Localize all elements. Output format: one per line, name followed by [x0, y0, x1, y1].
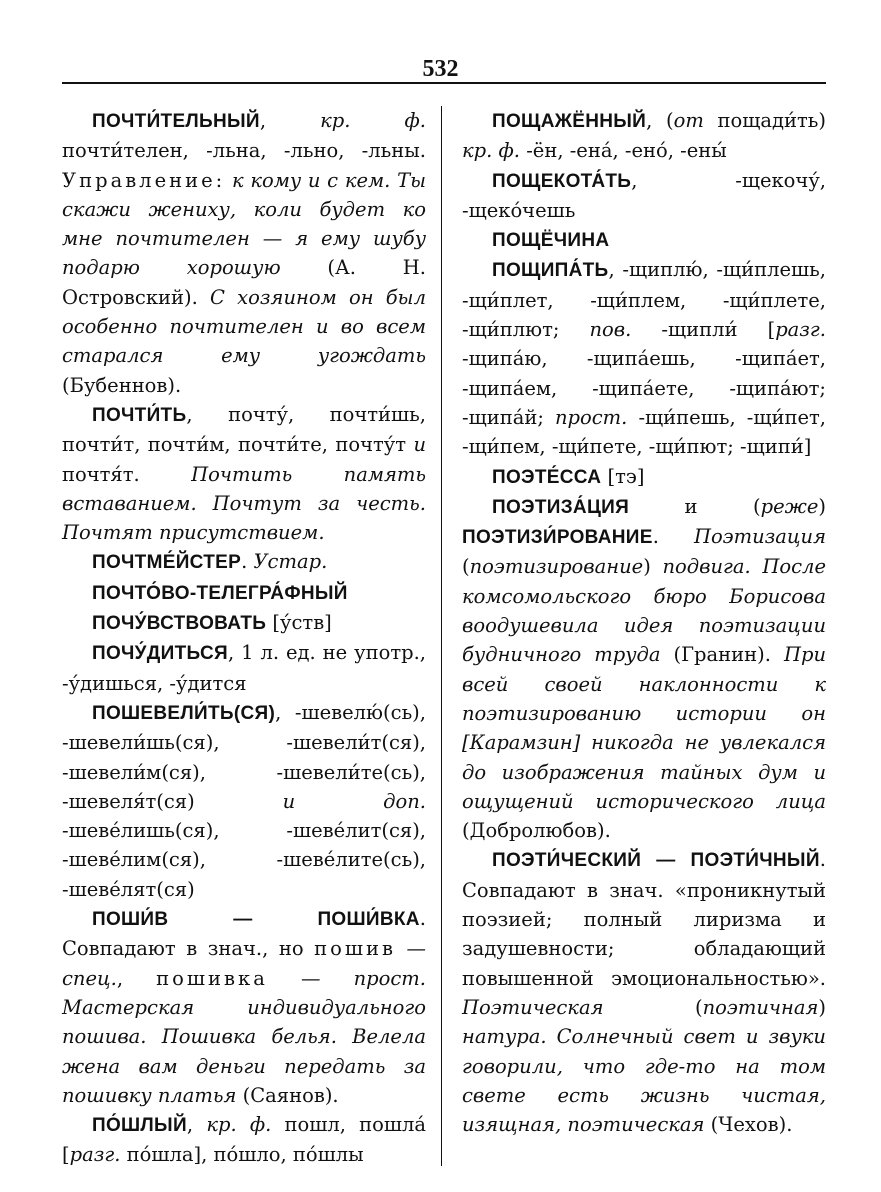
headword: ПОЧТМЕ́ЙСТЕР: [92, 552, 242, 574]
entry-text: ,: [116, 966, 157, 990]
headword: ПОЧТИ́ТЬ: [92, 404, 187, 426]
entry-text: почтя́т.: [62, 462, 192, 486]
entry-text: -щипли́ [: [631, 318, 776, 342]
entry-text: , (: [646, 109, 674, 132]
spaced-text: пошивка: [156, 966, 268, 990]
entry-text: .: [652, 525, 694, 549]
dictionary-entry: [462, 106, 826, 166]
entry-text: пошл, пошла́ [: [62, 1113, 426, 1167]
italic-text: С хозяином он был особенно почтителен и во всем старался ему угождать: [62, 285, 426, 368]
dictionary-entry: [62, 638, 426, 698]
dictionary-entry: [62, 578, 426, 608]
italic-text: Поэтическая: [462, 995, 604, 1019]
dictionary-entry: [462, 166, 826, 226]
entry-text: (Бубеннов).: [62, 373, 182, 397]
entry-text: [тэ]: [601, 464, 645, 488]
entry-text: . Совпадают в знач. «проникнутый поэзией; полный лиризма и задушевности; обладающий повышенной эмоциональностью».: [462, 848, 826, 990]
headword: ПОЭТИ́ЧЕСКИЙ — ПОЭТИ́ЧНЫЙ: [492, 850, 820, 872]
headword: ПОЧТО́ВО-ТЕЛЕГРА́ФНЫЙ: [92, 582, 348, 604]
entry-text: пощади́ть): [703, 109, 826, 132]
headword: ПОЧУ́ДИТЬСЯ: [92, 643, 228, 665]
dictionary-entry: [462, 462, 826, 492]
header-rule: [62, 82, 826, 84]
entry-text: ): [643, 555, 663, 579]
dictionary-entry: [62, 1110, 426, 1170]
entry-text: (А. Н. Островский).: [62, 256, 426, 309]
column-divider: [441, 106, 442, 1166]
dictionary-entry: [62, 698, 426, 904]
headword: ПОЩИПА́ТЬ: [492, 260, 609, 282]
headword: ПОЧУ́ВСТВОВАТЬ: [92, 613, 267, 635]
entry-text: (Чехов).: [704, 1113, 793, 1137]
italic-text: При всей своей наклонности к поэтизированию истории он [Карамзин] никогда не увлекался до изображения тайных дум и ощущений исторического лица: [462, 643, 826, 813]
entry-text: , -щекочу́, -щеко́чешь: [462, 168, 826, 222]
entry-text: —: [395, 937, 426, 961]
entry-text: -ён, -ена́, -ено́, -ены́: [520, 139, 727, 163]
headword: ПОЧТИ́ТЕЛЬНЫЙ: [92, 111, 260, 132]
headword: ПОЭТИЗИ́РОВАНИЕ: [462, 527, 653, 549]
italic-text: кр. ф.: [206, 1113, 272, 1137]
headword: ПОЭТИЗА́ЦИЯ: [492, 496, 630, 518]
left-column: [62, 106, 426, 1170]
dictionary-entry: [462, 225, 826, 255]
italic-text: поэтизирование: [469, 555, 644, 579]
dictionary-entry: [62, 106, 426, 400]
spaced-text: пошив: [314, 937, 396, 961]
italic-text: поэтичная: [702, 995, 819, 1019]
italic-text: к кому и с кем. Ты скажи жениху, коли будет ко мне почтителен — я ему шубу подарю хорошую: [62, 168, 426, 280]
headword: ПО́ШЛЫЙ: [92, 1115, 187, 1137]
entry-text: ): [818, 995, 826, 1019]
entry-text: и (: [629, 494, 761, 518]
italic-text: и доп.: [282, 789, 426, 813]
italic-text: кр. ф.: [462, 139, 520, 163]
entry-text: —: [267, 966, 354, 990]
page-number: 532: [422, 56, 459, 82]
entry-text: , -шевелю́(сь), -шевели́шь(ся), -шевели́т(ся), -шевели́м(ся), -шевели́те(сь), -шевеля́т(ся): [62, 700, 426, 813]
entry-text: , 1 л. ед. не употр., -у́дишься, -у́дится: [62, 641, 426, 695]
entry-text: -щипа́ю, -щипа́ешь, -щипа́ет, -щипа́ем, -щипа́ете, -щипа́ют; -щипа́й;: [462, 347, 826, 429]
italic-text: от: [673, 109, 704, 132]
dictionary-entry: [62, 400, 426, 547]
entry-text: ): [818, 494, 826, 518]
entry-text: , -щиплю́, -щи́плешь, -щи́плет, -щи́плем, -щи́плете, -щи́плют;: [462, 258, 826, 342]
entry-text: [у́ств]: [266, 611, 332, 635]
italic-text: натура. Солнечный свет и звуки говорили, что где-то на том свете есть жизнь чистая, изящная, поэтическая: [462, 1025, 826, 1137]
italic-text: Почтить память вставанием. Почтут за честь. Почтят присутствием.: [62, 462, 426, 545]
dictionary-entry: [62, 608, 426, 638]
entry-text: (Добролюбов).: [462, 819, 611, 843]
entry-text: -щи́пешь, -щи́пет, -щи́пем, -щи́пете, -щи́пют; -щипи́]: [462, 405, 826, 459]
entry-text: -шеве́лишь(ся), -шеве́лит(ся), -шеве́лим(ся), -шеве́лите(сь), -шеве́лят(ся): [62, 819, 426, 901]
dictionary-entry: [462, 492, 826, 846]
headword: ПОШИ́В — ПОШИ́ВКА: [92, 909, 420, 931]
italic-text: кр. ф.: [320, 109, 426, 132]
italic-text: Устар.: [253, 550, 328, 574]
entry-text: (: [603, 995, 703, 1019]
dictionary-entry: [62, 547, 426, 577]
entry-text: . Совпадают в знач., но: [62, 907, 426, 961]
entry-text: (Гранин).: [660, 643, 784, 667]
headword: ПОЭТЕ́ССА: [492, 466, 602, 488]
entry-text: (Саянов).: [236, 1083, 339, 1107]
italic-text: разг.: [775, 318, 826, 342]
entry-text: (: [462, 555, 470, 579]
italic-text: спец.: [62, 966, 117, 990]
italic-text: реже: [760, 494, 819, 518]
italic-text: подвига. После комсомольского бюро Борисова воодушевила идея поэтизации будничного труда: [462, 555, 826, 667]
dictionary-entry: [462, 255, 826, 461]
headword: ПОШЕВЕЛИ́ТЬ(СЯ): [92, 702, 276, 724]
entry-text: ,: [186, 1113, 207, 1137]
entry-text: по́шла], по́шло, по́шлы: [120, 1143, 364, 1167]
headword: ПОЩЁЧИНА: [492, 230, 610, 252]
italic-text: пов.: [589, 318, 632, 342]
entry-text: , почту́, почти́шь, почти́т, почти́м, почти́те, почту́т: [62, 402, 426, 457]
italic-text: разг.: [69, 1143, 121, 1167]
headword: ПОЩЕКОТА́ТЬ: [492, 170, 632, 192]
italic-text: и: [413, 433, 426, 457]
entry-text: почти́телен, -льна, -льно, -льны.: [62, 139, 426, 163]
entry-text: .: [241, 550, 254, 574]
dictionary-entry: [462, 845, 826, 1139]
entry-text: ,: [259, 109, 321, 132]
right-column: [462, 106, 826, 1139]
italic-text: прост. Мастерская индивидуального пошива. Пошивка белья. Велела жена вам деньги передать за пошивку платья: [62, 966, 426, 1107]
italic-text: прост.: [554, 405, 628, 429]
dictionary-entry: [62, 904, 426, 1110]
spaced-text: Управление:: [62, 168, 226, 192]
italic-text: Поэтизация: [693, 525, 826, 549]
headword: ПОЩАЖЁННЫЙ: [492, 111, 647, 132]
